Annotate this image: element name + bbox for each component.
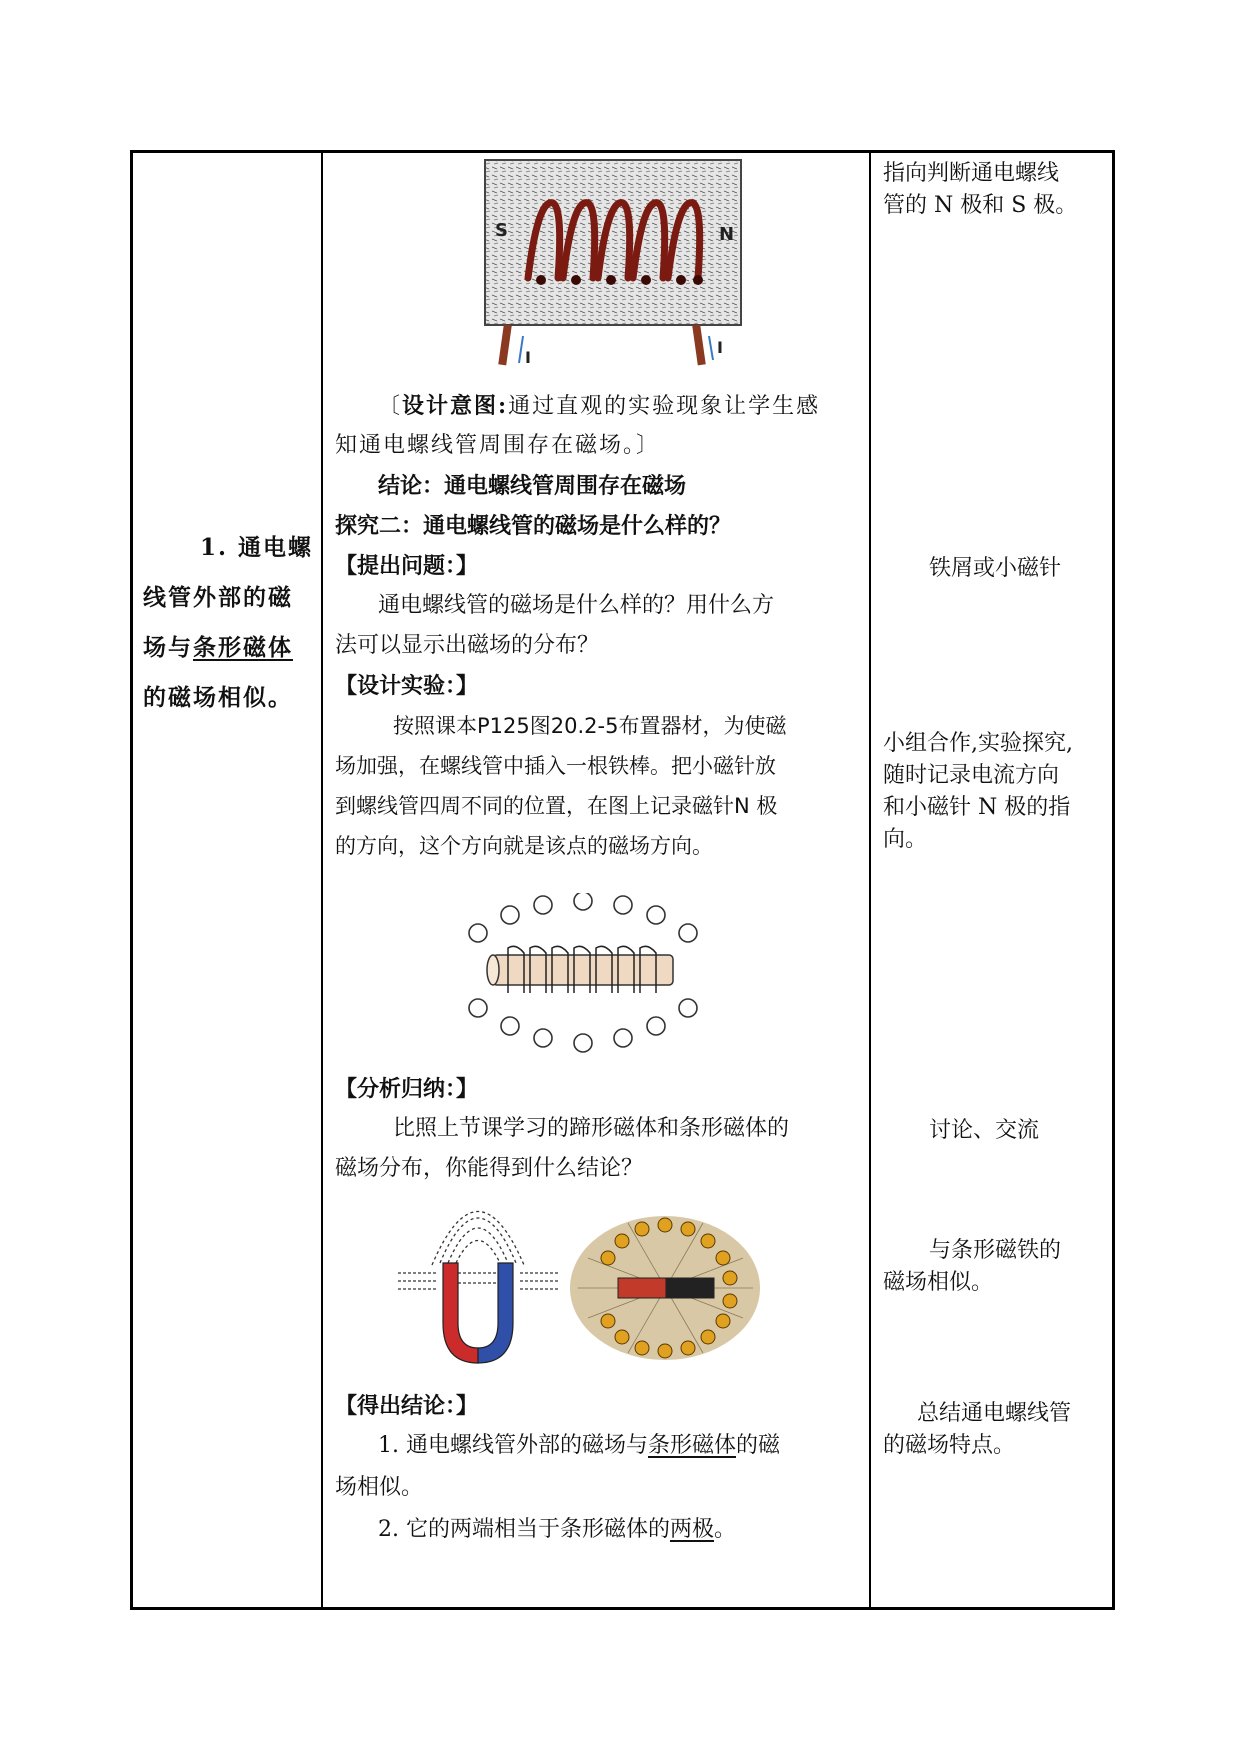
analyze-line1: 比照上节课学习的蹄形磁体和条形磁体的 bbox=[393, 1116, 790, 1141]
student-activity-3 bbox=[883, 728, 1115, 856]
result-line1-cont: 场相似。 bbox=[335, 1475, 424, 1500]
ask-question-line1: 通电螺线管的磁场是什么样的？用什么方 bbox=[378, 593, 775, 618]
result2-underline: 两极 bbox=[669, 1517, 714, 1542]
left-column bbox=[133, 153, 323, 1607]
activity-3-line3: 和小磁针 N 极的指 bbox=[883, 795, 1071, 820]
student-activity-2: 铁屑或小磁针 bbox=[929, 556, 1062, 581]
design-experiment-line2: 场加强，在螺线管中插入一根铁棒。把小磁针放 bbox=[335, 754, 776, 778]
activity-3-line2: 随时记录电流方向 bbox=[883, 763, 1060, 788]
result-line2 bbox=[378, 1509, 736, 1551]
result-heading: 【得出结论：】 bbox=[335, 1393, 479, 1419]
student-activity-6 bbox=[883, 1398, 1115, 1462]
lesson-table bbox=[130, 150, 1115, 1610]
current-label-left: I bbox=[525, 348, 531, 367]
pole-n-label: N bbox=[719, 224, 735, 245]
solenoid-compass-figure bbox=[458, 893, 718, 1058]
bracket: 〔 bbox=[378, 394, 403, 419]
right-column bbox=[871, 153, 1112, 1607]
result-text: 1. 通电螺线管外部的磁场与 bbox=[378, 1433, 648, 1458]
design-intent-label: 设计意图: bbox=[402, 393, 509, 419]
design-experiment-line3: 到螺线管四周不同的位置，在图上记录磁针N 极 bbox=[335, 794, 778, 818]
design-intent-text: 通过直观的实验现象让学生感 bbox=[508, 394, 821, 419]
analyze-heading: 【分析归纳：】 bbox=[335, 1076, 479, 1102]
design-intent-line2: 知通电螺线管周围存在磁场。〕 bbox=[335, 433, 661, 458]
conclusion-line: 结论：通电螺线管周围存在磁场 bbox=[378, 473, 687, 499]
result-underline: 条形磁体 bbox=[647, 1433, 736, 1458]
activity-1-line1: 指向判断通电螺线 bbox=[883, 161, 1060, 186]
middle-column bbox=[323, 153, 871, 1607]
current-label-right: I bbox=[717, 338, 723, 357]
student-activity-5 bbox=[883, 1235, 1115, 1299]
activity-6-line1: 总结通电螺线管 bbox=[917, 1401, 1072, 1426]
activity-1-line2: 管的 N 极和 S 极。 bbox=[883, 193, 1078, 218]
horseshoe-magnet-figure bbox=[398, 1203, 558, 1368]
ask-question-line2: 法可以显示出磁场的分布？ bbox=[335, 633, 600, 658]
key-point bbox=[143, 523, 313, 723]
activity-3-line4: 向。 bbox=[883, 827, 928, 852]
activity-6-line2: 的磁场特点。 bbox=[883, 1433, 1016, 1458]
key-point-text: 场与 bbox=[143, 634, 193, 661]
key-point-line1: 1. 通电螺 bbox=[199, 534, 313, 561]
activity-3-line1: 小组合作,实验探究, bbox=[883, 731, 1073, 756]
result-text-end: 的磁 bbox=[736, 1433, 781, 1458]
student-activity-1 bbox=[883, 158, 1115, 222]
result2-end: 。 bbox=[714, 1517, 737, 1542]
key-point-line2: 线管外部的磁 bbox=[143, 584, 293, 611]
solenoid-iron-filings-figure bbox=[483, 158, 753, 368]
student-activity-4: 讨论、交流 bbox=[929, 1118, 1040, 1143]
result2-text: 2. 它的两端相当于条形磁体的 bbox=[378, 1517, 670, 1542]
key-point-line4: 的磁场相似。 bbox=[143, 684, 293, 711]
ask-question-heading: 【提出问题：】 bbox=[335, 553, 479, 579]
design-experiment-line4: 的方向，这个方向就是该点的磁场方向。 bbox=[335, 834, 713, 858]
result-line1 bbox=[378, 1425, 780, 1467]
inquiry-two-heading: 探究二：通电螺线管的磁场是什么样的？ bbox=[335, 513, 732, 539]
activity-5-line1: 与条形磁铁的 bbox=[929, 1238, 1062, 1263]
design-experiment-line1: 按照课本P125图20.2-5布置器材，为使磁 bbox=[393, 714, 787, 738]
analyze-line2: 磁场分布，你能得到什么结论？ bbox=[335, 1156, 644, 1181]
activity-5-line2: 磁场相似。 bbox=[883, 1270, 994, 1295]
bar-magnet-compass-figure bbox=[568, 1213, 763, 1363]
design-intent-line1 bbox=[378, 385, 820, 428]
design-experiment-heading: 【设计实验：】 bbox=[335, 673, 479, 699]
pole-s-label: S bbox=[495, 220, 508, 241]
key-point-underline: 条形磁体 bbox=[193, 634, 293, 661]
key-point-line3 bbox=[143, 623, 313, 673]
